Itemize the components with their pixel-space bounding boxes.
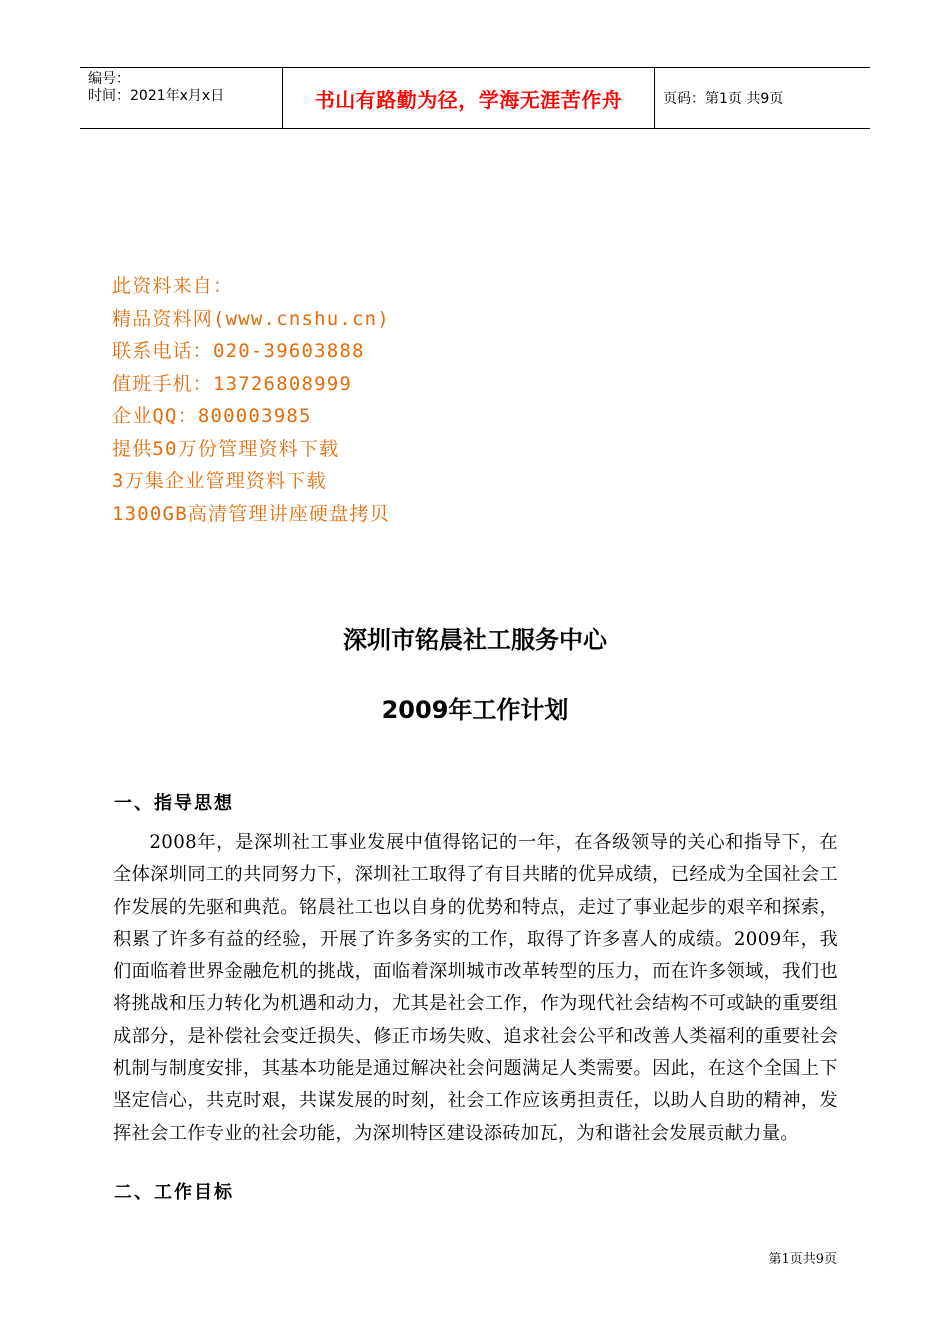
source-line: 1300GB高清管理讲座硬盘拷贝 [112,502,390,525]
document-header [80,67,870,129]
section-heading-work-goals: 二、工作目标 [114,1182,234,1203]
section-body-guiding-thought: 2008年，是深圳社工事业发展中值得铭记的一年，在各级领导的关心和指导下，在全体深圳同工的共同努力下，深圳社工取得了有目共睹的优异成绩，已经成为全国社会工作发展的先驱和典范。铭晨社工也以自身的优势和特点，走过了事业起步的艰辛和探索，积累了许多有益的经验，开展了许多务实的工作，取得了许多喜人的成绩。2009年，我们面临着世界金融危机的挑战，面临着深圳城市改革转型的压力，而在许多领域，我们也将挑战和压力转化为机遇和动力，尤其是社会工作，作为现代社会结构不可或缺的重要组成部分，是补偿社会变迁损失、修正市场失败、追求社会公平和改善人类福利的重要社会机制与制度安排，其基本功能是通过解决社会问题满足人类需要。因此，在这个全国上下坚定信心，共克时艰，共谋发展的时刻，社会工作应该勇担责任，以助人自助的精神，发挥社会工作专业的社会功能，为深圳特区建设添砖加瓦，为和谐社会发展贡献力量。 [113,832,838,1144]
footer-page-number: 第1页共9页 [768,1252,837,1267]
document-time-label: 时间：2021年x月x日 [88,88,225,104]
source-line: 3万集企业管理资料下载 [112,470,327,492]
source-line: 提供50万份管理资料下载 [112,437,340,460]
document-title-plan: 2009年工作计划 [381,696,569,724]
source-line: 值班手机：13726808999 [112,372,353,395]
header-motto: 书山有路勤为径，学海无涯苦作舟 [282,68,655,128]
header-page-info: 页码：第1页 共9页 [663,91,784,107]
document-title-org: 深圳市铭晨社工服务中心 [343,626,607,654]
section-heading-guiding-thought: 一、指导思想 [114,793,234,814]
source-line: 精品资料网(www.cnshu.cn) [112,307,390,330]
source-info-block [112,270,390,530]
source-line: 企业QQ：800003985 [112,405,312,427]
header-meta [80,68,282,128]
source-line: 联系电话：020-39603888 [112,340,365,362]
document-number-label: 编号： [88,71,130,87]
source-line: 此资料来自： [112,275,234,297]
